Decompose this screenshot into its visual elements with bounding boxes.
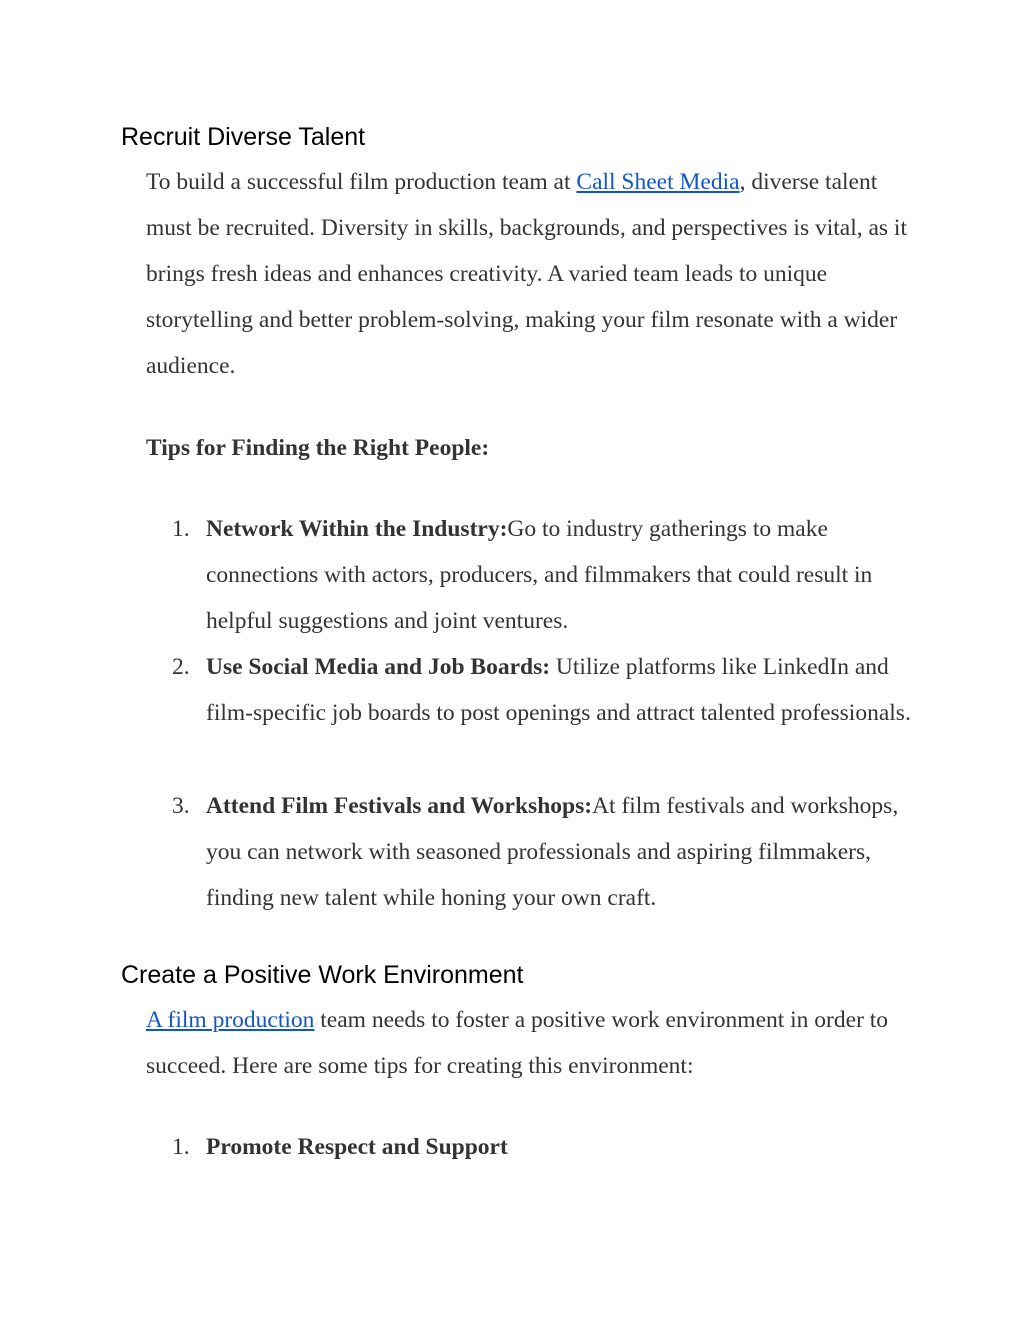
section-heading-positive-environment: Create a Positive Work Environment xyxy=(121,961,524,989)
item-number: 1. xyxy=(172,1134,190,1160)
section-heading-recruit: Recruit Diverse Talent xyxy=(121,123,366,151)
tip-item-festivals xyxy=(172,783,921,921)
tip-item-social-media xyxy=(172,644,921,736)
tip-number: 1. xyxy=(172,516,190,542)
item-title: Promote Respect and Support xyxy=(206,1134,508,1160)
tip-number: 2. xyxy=(172,654,190,680)
tip-text: At film festivals and workshops, you can network with seasoned professionals and aspiring filmmakers, finding new talent while honing your own craft. xyxy=(206,793,899,911)
tip-text: Go to industry gatherings to make connections with actors, producers, and filmmakers that could result in helpful suggestions and joint ventures. xyxy=(206,516,873,634)
environment-item-respect xyxy=(172,1124,921,1170)
environment-intro-paragraph xyxy=(146,997,921,1089)
call-sheet-media-link[interactable]: Call Sheet Media xyxy=(576,169,740,195)
tips-heading: Tips for Finding the Right People: xyxy=(146,435,490,461)
recruit-intro-text-before: To build a successful film production team at xyxy=(146,169,577,195)
tip-text: Utilize platforms like LinkedIn and film-specific job boards to post openings and attract talented professionals. xyxy=(206,654,911,726)
tip-title: Network Within the Industry: xyxy=(206,516,508,542)
film-production-link[interactable]: A film production xyxy=(146,1007,315,1033)
tip-item-network xyxy=(172,506,921,644)
recruit-intro-paragraph xyxy=(146,159,921,389)
tip-title: Attend Film Festivals and Workshops: xyxy=(206,793,593,819)
tip-number: 3. xyxy=(172,793,190,819)
tip-title: Use Social Media and Job Boards: xyxy=(206,654,551,680)
recruit-intro-text-after: , diverse talent must be recruited. Diversity in skills, backgrounds, and perspectives is vital, as it brings fresh ideas and enhances creativity. A varied team leads to unique storytelling and better problem-solving, making your film resonate with a wider audience. xyxy=(146,169,907,379)
environment-intro-text-after: team needs to foster a positive work environment in order to succeed. Here are some tips for creating this environment: xyxy=(146,1007,889,1079)
